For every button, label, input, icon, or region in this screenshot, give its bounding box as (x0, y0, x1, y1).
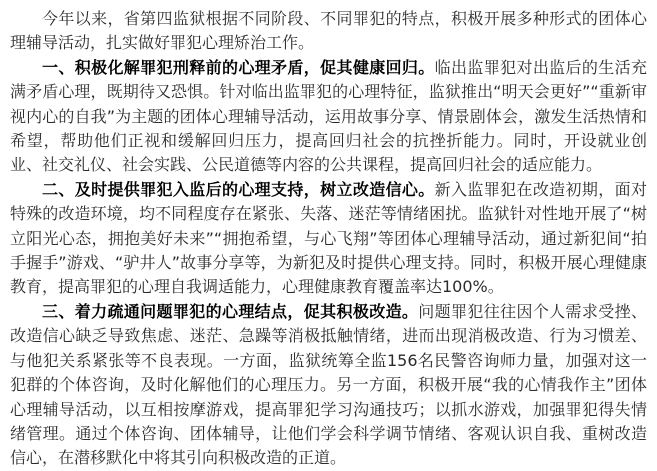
intro-body: 今年以来，省第四监狱根据不同阶段、不同罪犯的特点，积极开展多种形式的团体心理辅导活动，扎实做好罪犯心理矫治工作。 (10, 9, 647, 53)
section-3-heading: 三、着力疏通问题罪犯的心理结点，促其积极改造。 (42, 301, 419, 321)
paragraph-section-1 (10, 56, 647, 178)
paragraph-section-3 (10, 300, 647, 471)
section-3-body: 问题罪犯往往因个人需求受挫、改造信心缺乏导致焦虑、迷茫、急躁等消极抵触情绪，进而出现消极改造、行为习惯差、与他犯关系紧张等不良表现。一方面，监狱统筹全监156名民警咨询师力量，加强对这一犯群的个体咨询，及时化解他们的心理压力。另一方面，积极开展“我的心情我作主”团体心理辅导活动，以互相按摩游戏，提高罪犯学习沟通技巧；以抓水游戏，加强罪犯得失情绪管理。通过个体咨询、团体辅导，让他们学会科学调节情绪、客观认识自我、重树改造信心，在潜移默化中将其引向积极改造的正道。 (10, 301, 647, 468)
paragraph-section-2 (10, 178, 647, 300)
section-2-heading: 二、及时提供罪犯入监后的心理支持，树立改造信心。 (42, 179, 435, 199)
section-1-body: 临出监罪犯对出监后的生活充满矛盾心理，既期待又恐惧。针对临出监罪犯的心理特征，监狱推出“明天会更好”“重新审视内心的自我”为主题的团体心理辅导活动，运用故事分享、情景剧体会，激发生活热情和希望，帮助他们正视和缓解回归压力，提高回归社会的抗挫折能力。同时，开设就业创业、社交礼仪、社会实践、公民道德等内容的公共课程，提高回归社会的适应能力。 (10, 57, 647, 175)
section-1-heading: 一、积极化解罪犯刑释前的心理矛盾，促其健康回归。 (42, 57, 435, 77)
paragraph-intro (10, 7, 647, 56)
section-2-body: 新入监罪犯在改造初期，面对特殊的改造环境，均不同程度存在紧张、失落、迷茫等情绪困扰。监狱针对性地开展了“树立阳光心态，拥抱美好未来”“拥抱希望，与心飞翔”等团体心理辅导活动，通过新犯间“拍手握手”游戏、“驴井人”故事分享等，为新犯及时提供心理支持。同时，积极开展心理健康教育，提高罪犯的心理自我调适能力，心理健康教育覆盖率达100%。 (10, 179, 647, 297)
